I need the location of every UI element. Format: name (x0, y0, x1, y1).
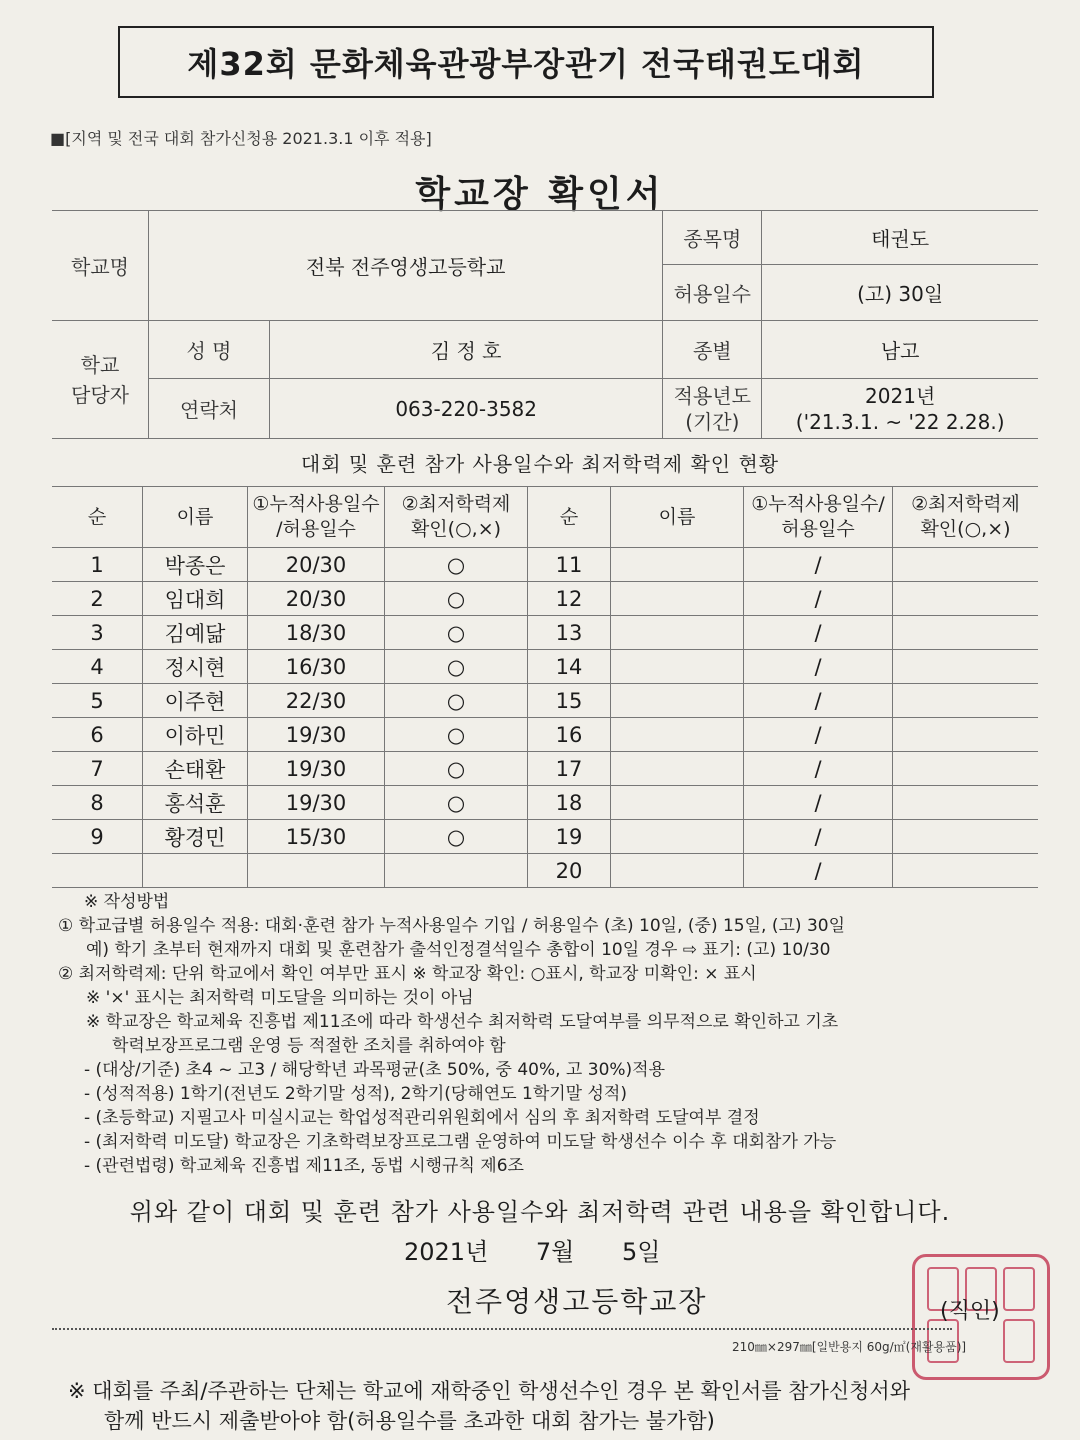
row-check-2 (893, 752, 1039, 786)
submission-note (68, 1376, 910, 1436)
row-check-2 (893, 650, 1039, 684)
contact-value: 063-220-3582 (270, 379, 663, 439)
row-check: ○ (385, 548, 528, 582)
table-row (52, 718, 1038, 752)
section-title: 대회 및 훈련 참가 사용일수와 최저학력제 확인 현황 (300, 452, 780, 476)
row-days: 16/30 (248, 650, 385, 684)
participation-table (52, 486, 1038, 888)
row-days-2: / (744, 718, 893, 752)
row-no: 8 (52, 786, 143, 820)
note-line: ※ '×' 표시는 최저학력 미도달을 의미하는 것이 아님 (86, 988, 474, 1008)
row-check-2 (893, 582, 1039, 616)
row-check-2 (893, 616, 1039, 650)
allowed-days-value: (고) 30일 (762, 265, 1038, 321)
row-check: ○ (385, 684, 528, 718)
row-days-2: / (744, 684, 893, 718)
col-check: ②최저학력제 확인(○,×) (385, 487, 528, 548)
row-days: 20/30 (248, 548, 385, 582)
row-check-2 (893, 854, 1039, 888)
confirmation-statement: 위와 같이 대회 및 훈련 참가 사용일수와 최저학력 관련 내용을 확인합니다. (129, 1198, 951, 1226)
period-label: 적용년도 (기간) (663, 379, 762, 439)
row-check-2 (893, 548, 1039, 582)
row-no: 7 (52, 752, 143, 786)
row-name: 박종은 (143, 548, 248, 582)
table-row (52, 650, 1038, 684)
note-line: ※ 작성방법 (84, 892, 170, 912)
row-days-2: / (744, 854, 893, 888)
table-row (52, 616, 1038, 650)
row-check-2 (893, 684, 1039, 718)
submission-note-line: ※ 대회를 주최/주관하는 단체는 학교에 재학중인 학생선수인 경우 본 확인서를 참가신청서와 (68, 1379, 911, 1403)
row-days-2: / (744, 650, 893, 684)
row-name: 김예닮 (143, 616, 248, 650)
row-no: 6 (52, 718, 143, 752)
row-check (385, 854, 528, 888)
event-value: 태권도 (762, 211, 1038, 265)
row-name: 이주현 (143, 684, 248, 718)
note-line: 예) 학기 초부터 현재까지 대회 및 훈련참가 출석인정결석일수 총합이 10일 경우 ⇨ 표기: (고) 10/30 (86, 940, 831, 960)
row-days: 20/30 (248, 582, 385, 616)
row-days-2: / (744, 548, 893, 582)
row-no (52, 854, 143, 888)
allowed-days-label: 허용일수 (663, 265, 762, 321)
row-name: 손태환 (143, 752, 248, 786)
school-name-label: 학교명 (52, 211, 149, 321)
row-days: 15/30 (248, 820, 385, 854)
row-no-2: 20 (528, 854, 611, 888)
note-line: - (대상/기준) 초4 ~ 고3 / 해당학년 과목평균(초 50%, 중 40%, 고 30%)적용 (84, 1060, 666, 1080)
row-name-2 (611, 752, 744, 786)
writing-instructions (58, 890, 1028, 1178)
row-name-2 (611, 650, 744, 684)
row-no: 2 (52, 582, 143, 616)
row-name-2 (611, 548, 744, 582)
row-days-2: / (744, 752, 893, 786)
col-name-2: 이름 (611, 487, 744, 548)
row-days-2: / (744, 616, 893, 650)
row-name: 황경민 (143, 820, 248, 854)
table-row (52, 582, 1038, 616)
application-note: ■[지역 및 전국 대회 참가신청용 2021.3.1 이후 적용] (50, 129, 432, 148)
row-no: 5 (52, 684, 143, 718)
table-row (52, 820, 1038, 854)
row-check: ○ (385, 752, 528, 786)
row-no: 1 (52, 548, 143, 582)
period-value: 2021년 ('21.3.1. ~ '22 2.28.) (762, 379, 1038, 439)
row-days: 19/30 (248, 718, 385, 752)
row-check-2 (893, 786, 1039, 820)
division-label: 종별 (663, 321, 762, 379)
table-row (52, 752, 1038, 786)
row-check: ○ (385, 718, 528, 752)
row-no-2: 13 (528, 616, 611, 650)
row-days: 19/30 (248, 752, 385, 786)
row-check: ○ (385, 582, 528, 616)
col-check-2: ②최저학력제 확인(○,×) (893, 487, 1039, 548)
manager-label: 학교 담당자 (52, 321, 149, 439)
table-row (52, 684, 1038, 718)
row-days (248, 854, 385, 888)
principal-title: 전주영생고등학교장 (446, 1285, 708, 1318)
row-no-2: 17 (528, 752, 611, 786)
row-no-2: 14 (528, 650, 611, 684)
row-no-2: 19 (528, 820, 611, 854)
manager-name-label: 성 명 (149, 321, 270, 379)
row-no-2: 18 (528, 786, 611, 820)
row-name-2 (611, 854, 744, 888)
row-check-2 (893, 820, 1039, 854)
col-no: 순 (52, 487, 143, 548)
note-line: - (초등학교) 지필고사 미실시교는 학업성적관리위원회에서 심의 후 최저학력 도달여부 결정 (84, 1108, 760, 1128)
issue-date (404, 1232, 700, 1267)
date-year: 2021년 (404, 1238, 489, 1266)
row-name: 홍석훈 (143, 786, 248, 820)
row-no-2: 15 (528, 684, 611, 718)
school-info-table (52, 210, 1038, 439)
row-name-2 (611, 786, 744, 820)
row-check-2 (893, 718, 1039, 752)
note-line: ① 학교급별 허용일수 적용: 대회·훈련 참가 누적사용일수 기입 / 허용일수 (초) 10일, (중) 15일, (고) 30일 (58, 916, 846, 936)
row-name-2 (611, 820, 744, 854)
seal-label: (직인) (940, 1299, 1000, 1324)
footer-divider (52, 1328, 952, 1330)
row-days: 22/30 (248, 684, 385, 718)
row-name-2 (611, 684, 744, 718)
date-day: 5일 (622, 1238, 661, 1266)
row-no-2: 11 (528, 548, 611, 582)
row-name-2 (611, 616, 744, 650)
table-row (52, 854, 1038, 888)
school-name-value: 전북 전주영생고등학교 (149, 211, 663, 321)
note-line: ※ 학교장은 학교체육 진흥법 제11조에 따라 학생선수 최저학력 도달여부를 의무적으로 확인하고 기초 (86, 1012, 839, 1032)
manager-name-value: 김 정 호 (270, 321, 663, 379)
submission-note-line: 함께 반드시 제출받아야 함(허용일수를 초과한 대회 참가는 불가함) (104, 1409, 715, 1433)
date-month: 7월 (535, 1238, 575, 1266)
row-name-2 (611, 582, 744, 616)
note-line: - (관련법령) 학교체육 진흥법 제11조, 동법 시행규칙 제6조 (84, 1156, 524, 1176)
col-no-2: 순 (528, 487, 611, 548)
row-check: ○ (385, 820, 528, 854)
row-no-2: 12 (528, 582, 611, 616)
row-no: 3 (52, 616, 143, 650)
col-name: 이름 (143, 487, 248, 548)
row-name-2 (611, 718, 744, 752)
row-check: ○ (385, 650, 528, 684)
col-days: ①누적사용일수 /허용일수 (248, 487, 385, 548)
row-check: ○ (385, 616, 528, 650)
row-days: 19/30 (248, 786, 385, 820)
row-no: 9 (52, 820, 143, 854)
note-line: - (성적적용) 1학기(전년도 2학기말 성적), 2학기(당해연도 1학기말 성적) (84, 1084, 627, 1104)
row-name: 정시현 (143, 650, 248, 684)
row-days-2: / (744, 820, 893, 854)
row-check: ○ (385, 786, 528, 820)
row-no: 4 (52, 650, 143, 684)
row-days-2: / (744, 582, 893, 616)
paper-spec: 210㎜×297㎜[일반용지 60g/㎡(재활용품)] (732, 1340, 967, 1354)
event-label: 종목명 (663, 211, 762, 265)
note-line: ② 최저학력제: 단위 학교에서 확인 여부만 표시 ※ 학교장 확인: ○표시, 학교장 미확인: × 표시 (58, 964, 757, 984)
contact-label: 연락처 (149, 379, 270, 439)
row-days: 18/30 (248, 616, 385, 650)
note-line: - (최저학력 미도달) 학교장은 기초학력보장프로그램 운영하여 미도달 학생선수 이수 후 대회참가 가능 (84, 1132, 837, 1152)
row-name: 임대희 (143, 582, 248, 616)
document-title: 학교장 확인서 (415, 174, 665, 215)
row-no-2: 16 (528, 718, 611, 752)
col-days-2: ①누적사용일수/ 허용일수 (744, 487, 893, 548)
table-row (52, 548, 1038, 582)
row-days-2: / (744, 786, 893, 820)
row-name: 이하민 (143, 718, 248, 752)
row-name (143, 854, 248, 888)
note-line: 학력보장프로그램 운영 등 적절한 조치를 취하여야 함 (112, 1036, 506, 1056)
division-value: 남고 (762, 321, 1038, 379)
competition-title: 제32회 문화체육관광부장관기 전국태권도대회 (118, 26, 934, 98)
table-row (52, 786, 1038, 820)
